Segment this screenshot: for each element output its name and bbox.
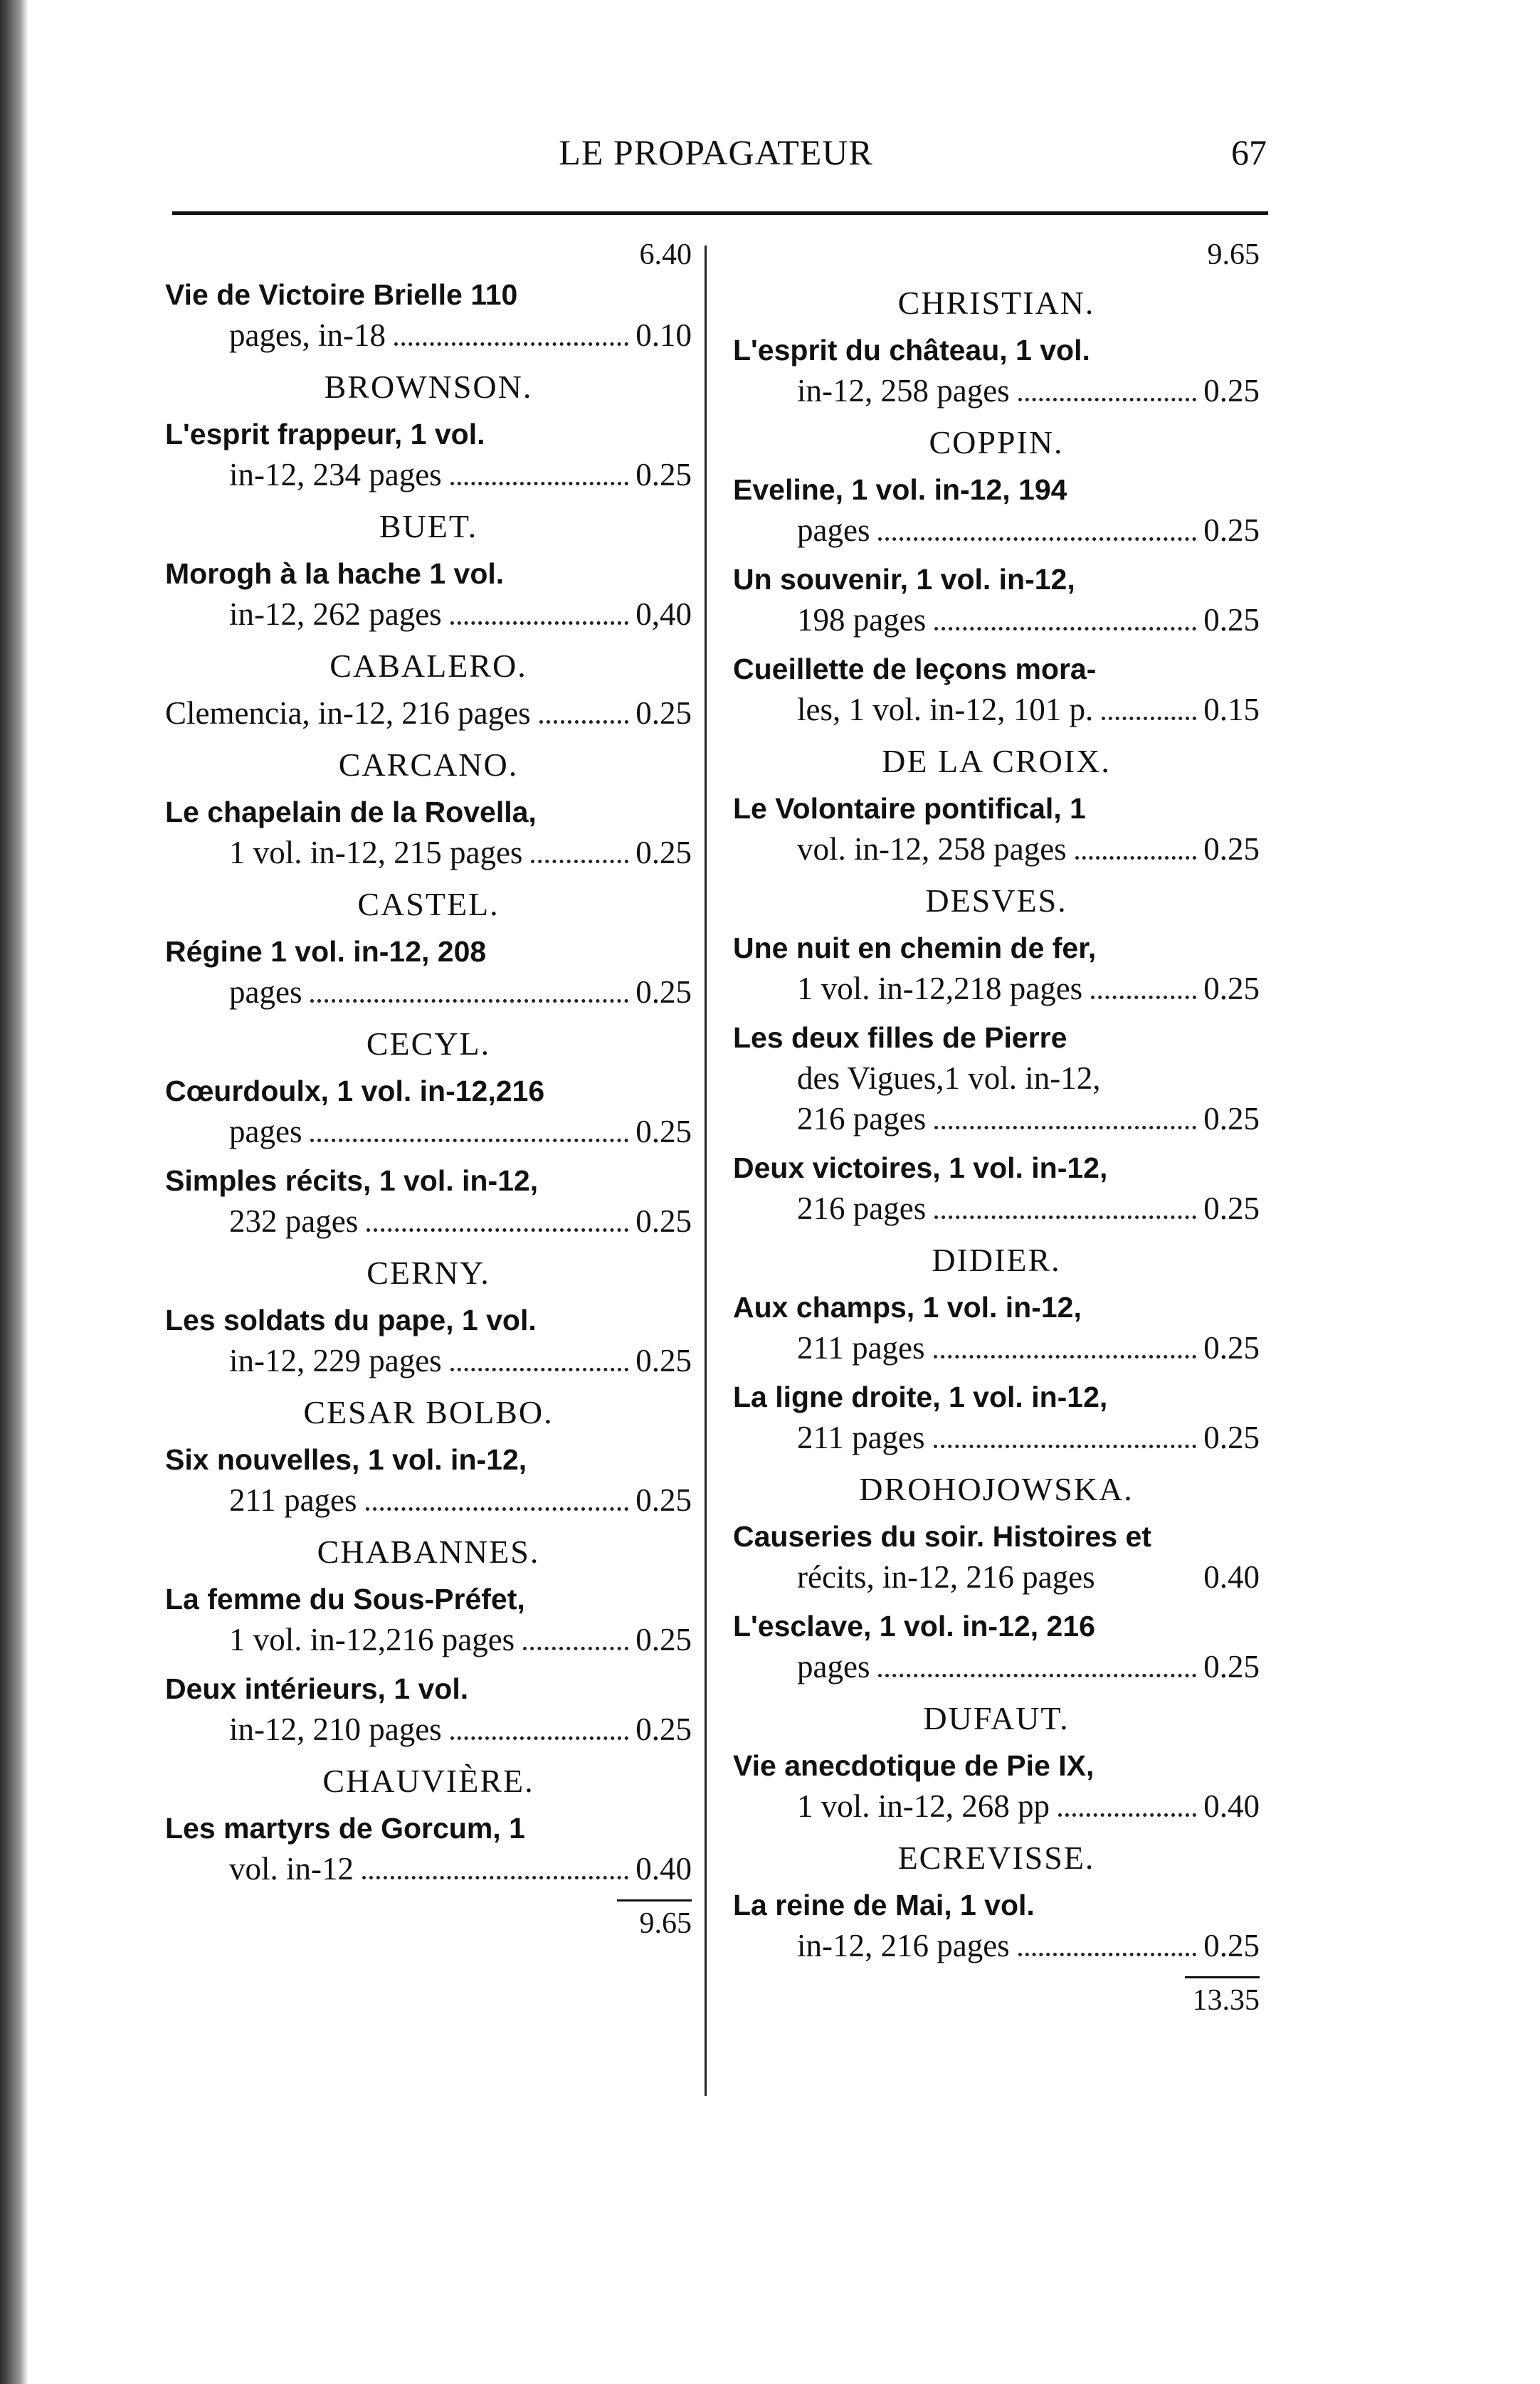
entry-price-line [733,1188,1260,1229]
entry-title-line: Le Volontaire pontifical, 1 [733,792,1086,825]
entry-price-line [733,1328,1260,1368]
entry-price-line [733,1418,1260,1458]
page-number: 67 [1231,132,1267,172]
catalog-entry [165,554,692,635]
author-heading: CABALERO. [329,648,527,684]
entry-title-line: Causeries du soir. Histoires et [733,1520,1151,1553]
entry-description: in-12, 262 pages [229,596,442,632]
entry-description: 1 vol. in-12, 215 pages [229,835,523,870]
entry-price-line [733,1786,1260,1827]
entry-price: 0.25 [1203,831,1260,867]
author-heading: ECREVISSE. [897,1840,1095,1876]
entry-description: in-12, 210 pages [229,1711,442,1747]
dot-leader [362,1876,628,1879]
entry-price-line [165,1709,692,1750]
entry-title-line: Cueillette de leçons mora- [733,653,1097,685]
entry-price: 0.25 [1203,1191,1260,1226]
dot-leader [934,1445,1197,1448]
entry-price: 0.40 [1203,1788,1260,1824]
author-heading: DESVES. [925,882,1067,919]
entry-price-line [165,972,692,1013]
catalog-entry [733,1606,1260,1687]
entry-description: les, 1 vol. in-12, 101 p. [797,692,1094,727]
entry-description: vol. in-12 [229,1851,354,1887]
column-total: 9.65 [639,1907,692,1940]
entry-description: 216 pages [797,1191,927,1226]
entry-description: 211 pages [229,1482,357,1518]
entry-title-line: Les deux filles de Pierre [733,1021,1067,1054]
catalog-entry [165,1300,692,1381]
catalog-entry [165,1669,692,1750]
entry-price-line [733,1099,1260,1139]
entry-title-line: Deux victoires, 1 vol. in-12, [733,1151,1108,1184]
dot-leader [878,1674,1196,1677]
dot-leader [934,627,1196,631]
catalog-entry [165,1579,692,1660]
catalog-entry [165,275,692,356]
dot-leader [450,1368,629,1371]
entry-description: pages [797,1649,870,1684]
entry-price: 0.25 [635,1482,692,1518]
entry-price-line [733,1647,1260,1687]
entry-price: 0.25 [635,1711,692,1747]
dot-leader [1075,856,1197,860]
entry-title-line: Régine 1 vol. in-12, 208 [165,935,487,968]
entry-price: 0.25 [1203,971,1260,1006]
catalog-entry [733,1018,1260,1139]
right-column-entries [733,280,1260,1966]
entry-title-line: Vie anecdotique de Pie IX, [733,1749,1095,1782]
author-heading: DUFAUT. [923,1700,1070,1736]
catalog-entry [165,414,692,495]
entry-title-line: La reine de Mai, 1 vol. [733,1889,1035,1921]
entry-price: 0.25 [1203,1330,1260,1366]
entry-price-line [733,690,1260,730]
entry-title-line: Simples récits, 1 vol. in-12, [165,1164,539,1197]
entry-price: 0.10 [635,317,692,353]
entry-title-line: Cœurdoulx, 1 vol. in-12,216 [165,1075,545,1107]
entry-price: 0.25 [635,457,692,492]
dot-leader [450,621,629,625]
left-column [165,235,692,1946]
dot-leader [450,1736,629,1740]
entry-title-line: L'esclave, 1 vol. in-12, 216 [733,1610,1095,1642]
entry-description: 1 vol. in-12,218 pages [797,971,1083,1006]
author-heading: DROHOJOWSKA. [859,1471,1134,1507]
entry-description: récits, in-12, 216 pages [797,1559,1095,1595]
left-column-entries [165,275,692,1889]
entry-price-line [733,969,1260,1009]
author-heading: BUET. [379,508,478,544]
author-heading: CECYL. [366,1025,491,1062]
catalog-entry [165,932,692,1013]
dot-leader [878,537,1196,541]
entry-price: 0.25 [635,1203,692,1239]
entry-price-line [733,829,1260,870]
entry-title-line: Deux intérieurs, 1 vol. [165,1672,469,1705]
entry-description: 216 pages [797,1101,927,1136]
entry-price: 0.25 [635,835,692,870]
carried-forward-amount: 9.65 [1207,238,1260,271]
entry-price: 0.25 [1203,602,1260,638]
dot-leader [1091,996,1196,999]
dot-leader [523,1647,628,1650]
entry-price-line [733,1926,1260,1966]
entry-description: in-12, 258 pages [797,373,1010,408]
entry-description: Clemencia, in-12, 216 pages [165,695,531,731]
column-total: 13.35 [1192,1984,1260,2017]
catalog-entry [165,1808,692,1889]
entry-price: 0.25 [635,974,692,1010]
catalog-entry [733,1287,1260,1368]
catalog-entry [733,330,1260,411]
entry-title-line: Vie de Victoire Brielle 110 [165,278,518,311]
entry-description: 232 pages [229,1203,359,1239]
entry-description: pages [797,512,870,548]
dot-leader [310,999,628,1003]
catalog-entry [733,649,1260,730]
entry-description: in-12, 229 pages [229,1343,442,1378]
author-heading: CHAUVIÈRE. [322,1763,534,1799]
entry-price: 0.25 [635,1114,692,1149]
entry-title-line: Eveline, 1 vol. in-12, 194 [733,473,1067,506]
entry-title-line: Six nouvelles, 1 vol. in-12, [165,1443,527,1476]
entry-description: in-12, 216 pages [797,1928,1010,1963]
dot-leader [366,1228,628,1232]
catalog-entry [733,1885,1260,1966]
author-heading: BROWNSON. [324,369,533,405]
entry-price-line [733,600,1260,640]
entry-title-line: Les martyrs de Gorcum, 1 [165,1812,525,1845]
entry-description: in-12, 234 pages [229,457,442,492]
entry-price: 0.40 [1203,1559,1260,1595]
entry-price: 0.25 [635,695,692,731]
author-heading: COPPIN. [929,424,1064,460]
dot-leader [310,1139,628,1142]
dot-leader [394,342,628,346]
catalog-entry [733,1377,1260,1458]
catalog-entry [165,693,692,734]
entry-price: 0.25 [1203,512,1260,548]
dot-leader [1018,398,1197,401]
entry-price: 0.25 [1203,1928,1260,1963]
column-divider [705,246,707,2096]
entry-title-line: Le chapelain de la Rovella, [165,796,537,828]
entry-description: 211 pages [797,1330,925,1366]
right-column [733,235,1260,2022]
dot-leader [1058,1813,1196,1817]
entry-price: 0.25 [635,1622,692,1657]
carried-forward-amount: 6.40 [639,238,692,271]
header-rule [172,211,1268,215]
entry-price: 0.25 [1203,1101,1260,1136]
catalog-entry [733,1148,1260,1229]
catalog-entry [733,1746,1260,1827]
page-header [165,117,1267,189]
entry-description: 198 pages [797,602,927,638]
entry-price: 0.25 [1203,1649,1260,1684]
entry-price-line [165,833,692,873]
catalog-entry [733,470,1260,551]
running-title: LE PROPAGATEUR [559,132,873,172]
entry-title-line: Un souvenir, 1 vol. in-12, [733,563,1075,596]
entry-title-line: Aux champs, 1 vol. in-12, [733,1291,1082,1324]
entry-price-line [165,455,692,495]
dot-leader [1018,1953,1197,1956]
dot-leader [934,1355,1197,1359]
entry-price: 0.40 [635,1851,692,1887]
author-heading: DE LA CROIX. [882,743,1111,779]
author-heading: CARCANO. [338,747,519,783]
entry-price-line [165,1112,692,1152]
book-spine-edge [0,0,28,2384]
entry-title-line: L'esprit frappeur, 1 vol. [165,418,485,450]
dot-leader [366,1507,629,1511]
entry-continuation-line: des Vigues,1 vol. in-12, [797,1060,1101,1096]
author-heading: CHRISTIAN. [897,285,1095,321]
entry-price-line [165,1480,692,1521]
author-heading: CASTEL. [357,886,500,922]
entry-description: 211 pages [797,1420,925,1455]
catalog-entry [165,1071,692,1152]
author-heading: CERNY. [366,1255,490,1291]
entry-description: 1 vol. in-12,216 pages [229,1622,515,1657]
entry-price-line [165,1849,692,1889]
entry-price: 0,40 [635,596,692,632]
entry-description: 1 vol. in-12, 268 pp [797,1788,1050,1824]
catalog-entry [733,559,1260,640]
entry-price-line [733,371,1260,411]
entry-title-line: La ligne droite, 1 vol. in-12, [733,1381,1108,1413]
catalog-entry [165,1161,692,1242]
dot-leader [450,482,629,485]
author-heading: DIDIER. [932,1242,1061,1278]
entry-price-line [733,1557,1260,1598]
catalog-entry [165,792,692,873]
entry-title-line: La femme du Sous-Préfet, [165,1583,525,1615]
entry-title-line: Une nuit en chemin de fer, [733,932,1097,964]
entry-price: 0.15 [1203,692,1260,727]
entry-title-line: Morogh à la hache 1 vol. [165,557,505,590]
entry-price-line [165,693,692,734]
catalog-entry [733,1517,1260,1598]
entry-price-line [733,510,1260,551]
entry-price-line [165,1620,692,1660]
dot-leader [934,1126,1196,1129]
entry-price: 0.25 [635,1343,692,1378]
catalog-entry [165,1440,692,1521]
entry-description: pages, in-18 [229,317,386,353]
entry-description: vol. in-12, 258 pages [797,831,1067,867]
entry-price-line [165,1201,692,1242]
entry-title-line: Les soldats du pape, 1 vol. [165,1304,537,1336]
author-heading: CESAR BOLBO. [303,1394,554,1430]
entry-price-line [165,315,692,356]
entry-price: 0.25 [1203,1420,1260,1455]
entry-title-line: L'esprit du château, 1 vol. [733,334,1090,366]
dot-leader [1102,717,1196,720]
entry-price-line [165,594,692,635]
dot-leader [539,720,629,724]
entry-price-line [165,1341,692,1381]
dot-leader [531,860,628,863]
catalog-entry [733,928,1260,1009]
entry-description: pages [229,1114,302,1149]
catalog-entry [733,788,1260,870]
author-heading: CHABANNES. [317,1534,540,1570]
dot-leader [934,1215,1196,1219]
entry-description: pages [229,974,302,1010]
entry-price: 0.25 [1203,373,1260,408]
